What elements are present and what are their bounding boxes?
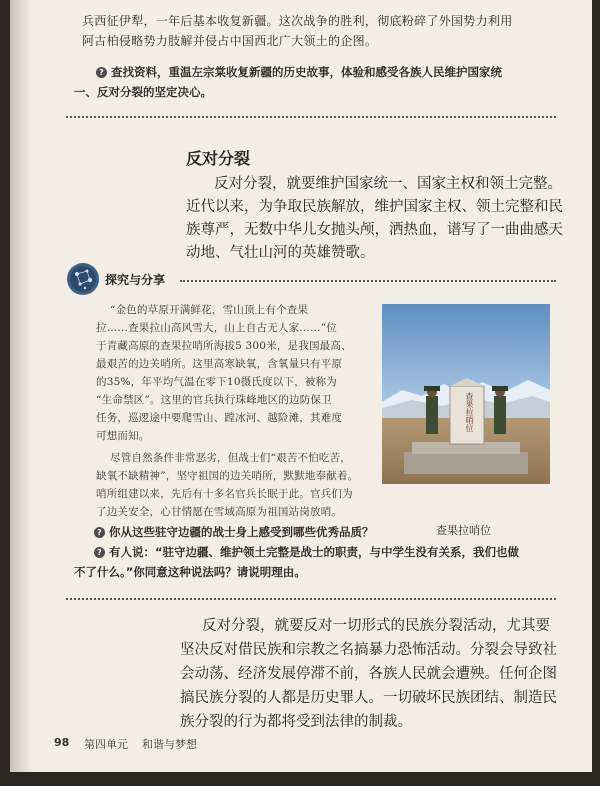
border-post-photo	[382, 304, 550, 484]
question-bullet-icon: ?	[96, 67, 107, 78]
explore-divider	[180, 280, 556, 282]
question-bullet-icon: ?	[94, 527, 105, 538]
section-paragraph-line-2: 近代以来，为争取民族解放，维护国家主权、领土完整和民	[186, 199, 563, 215]
question-bullet-icon: ?	[94, 547, 105, 558]
photo-caption: 查果拉哨位	[436, 524, 491, 537]
story-line-10: 缺氧不缺精神”，坚守祖国的边关哨所，默默地奉献着。	[96, 470, 359, 482]
story-line-11: 哨所组建以来，先后有十多名官兵长眠于此。官兵们为	[96, 488, 353, 500]
section-paragraph-line-4: 动地、气壮山河的英雄赞歌。	[186, 245, 375, 261]
story-line-3: 于青藏高原的查果拉哨所海拔5 300米，是我国最高、	[96, 340, 352, 352]
footer-unit: 第四单元	[84, 738, 128, 751]
question-duty	[94, 544, 519, 560]
question-qualities-text: 你从这些驻守边疆的战士身上感受到哪些优秀品质？	[109, 525, 374, 539]
section-title: 反对分裂	[186, 149, 251, 168]
closing-line-1: 反对分裂，就要反对一切形式的民族分裂活动，尤其要	[202, 618, 550, 634]
question-research-line-2: 一、反对分裂的坚定决心。	[74, 85, 212, 99]
page-gutter-shadow	[10, 0, 32, 772]
closing-line-4: 搞民族分裂的人都是历史罪人。一切破坏民族团结、制造民	[180, 690, 557, 706]
closing-line-2: 坚决反对借民族和宗教之名搞暴力恐怖活动。分裂会导致社	[180, 642, 557, 658]
explore-globe-icon	[66, 262, 100, 296]
footer-unit-title: 和谐与梦想	[142, 738, 197, 751]
explore-title: 探究与分享	[105, 273, 166, 287]
top-text-line-1: 兵西征伊犁，一年后基本收复新疆。这次战争的胜利，彻底粉碎了外国势力利用	[82, 14, 513, 28]
top-text-line-2: 阿古柏侵略势力肢解并侵占中国西北广大领土的企图。	[82, 34, 378, 48]
closing-line-5: 族分裂的行为都将受到法律的制裁。	[180, 714, 412, 730]
story-line-5: 的35%，年平均气温在零下10摄氏度以下，被称为	[96, 376, 337, 388]
question-qualities	[94, 524, 374, 540]
story-line-4: 最艰苦的边关哨所。这里高寒缺氧，含氧量只有平原	[96, 358, 343, 370]
section-paragraph-line-3: 族尊严，无数中华儿女抛头颅，洒热血，谱写了一曲曲感天	[186, 222, 563, 238]
closing-line-3: 会动荡、经济发展停滞不前，各族人民就会遭殃。任何企图	[180, 666, 557, 682]
question-duty-line-2: 不了什么。”你同意这种说法吗？请说明理由。	[74, 565, 306, 579]
monument-inscription: 查果拉哨位	[465, 392, 474, 432]
section-divider-bottom	[66, 598, 556, 600]
story-line-8: 可想而知。	[96, 430, 150, 442]
question-research	[96, 64, 502, 80]
story-line-2: 拉……查果拉山高风雪大，山上自古无人家……”位	[96, 322, 337, 334]
story-line-1: “金色的草原开满鲜花，雪山顶上有个查果	[110, 304, 309, 316]
story-line-7: 任务，巡逻途中要爬雪山、蹚冰河、越险滩，其难度	[96, 412, 343, 424]
story-line-9: 尽管自然条件非常恶劣，但战士们“艰苦不怕吃苦，	[110, 452, 351, 464]
textbook-page	[10, 0, 592, 772]
page-number: 98	[54, 736, 70, 749]
story-line-6: “生命禁区”。这里的官兵执行珠峰地区的边防保卫	[96, 394, 332, 406]
section-paragraph-line-1: 反对分裂，就要维护国家统一、国家主权和领土完整。	[214, 176, 562, 192]
question-research-line-1: 查找资料，重温左宗棠收复新疆的历史故事，体验和感受各族人民维护国家统	[111, 65, 502, 79]
story-line-12: 了边关安全，心甘情愿在雪域高原为祖国站岗放哨。	[96, 506, 343, 518]
question-duty-line-1: 有人说：“驻守边疆、维护领土完整是战士的职责，与中学生没有关系，我们也做	[109, 545, 520, 559]
section-divider-top	[66, 116, 556, 118]
